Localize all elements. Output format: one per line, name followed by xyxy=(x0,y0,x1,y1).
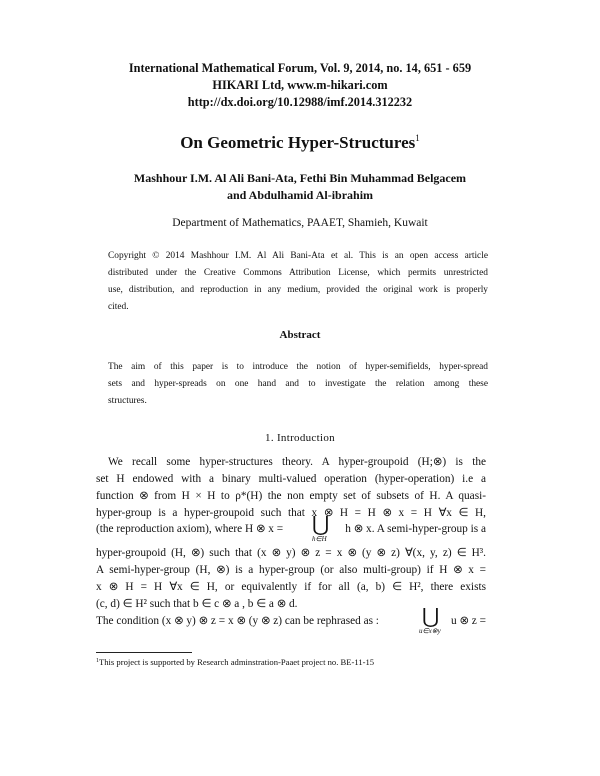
section-heading: 1. Introduction xyxy=(265,432,335,444)
body-line: hyper-group is a hyper-groupoid such that x ⊗ H = H ⊗ x = H ∀x ∈ H, xyxy=(96,507,486,519)
authors-line-2: and Abdulhamid Al-ibrahim xyxy=(226,188,374,202)
body-line: A semi-hyper-group (H, ⊗) is a hyper-group (or also multi-group) if H ⊗ x = xyxy=(96,564,486,576)
union-symbol: ⋃ xyxy=(422,604,440,628)
abstract-line: The aim of this paper is to introduce the notion of hyper-semifields, hyper-spread xyxy=(108,362,488,372)
body-line-left: The condition (x ⊗ y) ⊗ z = x ⊗ (y ⊗ z) can be rephrased as : xyxy=(96,615,379,627)
abstract-line: sets and hyper-spreads on one hand and to investigate the relation among these xyxy=(108,379,488,389)
body-line: function ⊗ from H × H to ρ*(H) the non empty set of subsets of H. A quasi- xyxy=(96,490,486,502)
abstract-heading: Abstract xyxy=(279,329,321,341)
abstract-line: structures. xyxy=(108,396,147,406)
body-line: hyper-groupoid (H, ⊗) such that (x ⊗ y) ⊗ z = x ⊗ (y ⊗ z) ∀(x, y, z) ∈ H³. xyxy=(96,547,486,559)
union-subscript: u∈x⊗y xyxy=(419,627,441,635)
body-line-left: (the reproduction axiom), where H ⊗ x = xyxy=(96,523,284,535)
body-line: We recall some hyper-structures theory. A hyper-groupoid (H;⊗) is the xyxy=(108,456,486,468)
copyright-notice xyxy=(108,248,488,316)
union-symbol: ⋃ xyxy=(312,512,330,536)
paper-title xyxy=(0,133,600,153)
union-subscript: h∈H xyxy=(312,535,327,543)
title-text: On Geometric Hyper-Structures xyxy=(180,133,416,152)
footnote-text: This project is supported by Research adminstration-Paaet project no. BE-11-15 xyxy=(99,657,375,667)
copyright-line: use, distribution, and reproduction in any medium, provided the original work is properly xyxy=(108,285,488,295)
copyright-line: Copyright © 2014 Mashhour I.M. Al Ali Bani-Ata et al. This is an open access article xyxy=(108,251,488,261)
abstract-body xyxy=(108,359,488,410)
footnote-rule xyxy=(96,652,192,653)
title-footnote-mark[interactable]: 1 xyxy=(415,133,420,143)
body-line: x ⊗ H = H ∀x ∈ H, or equivalently if for all (a, b) ∈ H², there exists xyxy=(96,581,486,593)
publisher-line: HIKARI Ltd, www.m-hikari.com xyxy=(212,78,388,92)
copyright-line: distributed under the Creative Commons Attribution License, which permits unrestricted xyxy=(108,268,488,278)
body-line: set H endowed with a binary multi-valued operation (hyper-operation) i.e a xyxy=(96,473,486,485)
journal-citation: International Mathematical Forum, Vol. 9, 2014, no. 14, 651 - 659 xyxy=(128,61,472,75)
body-line-right: u ⊗ z = xyxy=(451,615,486,627)
body-line: (c, d) ∈ H² such that b ∈ c ⊗ a , b ∈ a ⊗ d. xyxy=(96,598,298,610)
affiliation: Department of Mathematics, PAAET, Shamieh, Kuwait xyxy=(172,217,428,229)
footnote xyxy=(96,655,516,668)
doi-link[interactable]: http://dx.doi.org/10.12988/imf.2014.312232 xyxy=(187,95,413,109)
copyright-line: cited. xyxy=(108,302,129,312)
footnote-mark: 1 xyxy=(96,658,99,664)
body-line-right: h ⊗ x. A semi-hyper-group is a xyxy=(345,523,486,535)
authors-line-1: Mashhour I.M. Al Ali Bani-Ata, Fethi Bin Muhammad Belgacem xyxy=(133,171,467,185)
